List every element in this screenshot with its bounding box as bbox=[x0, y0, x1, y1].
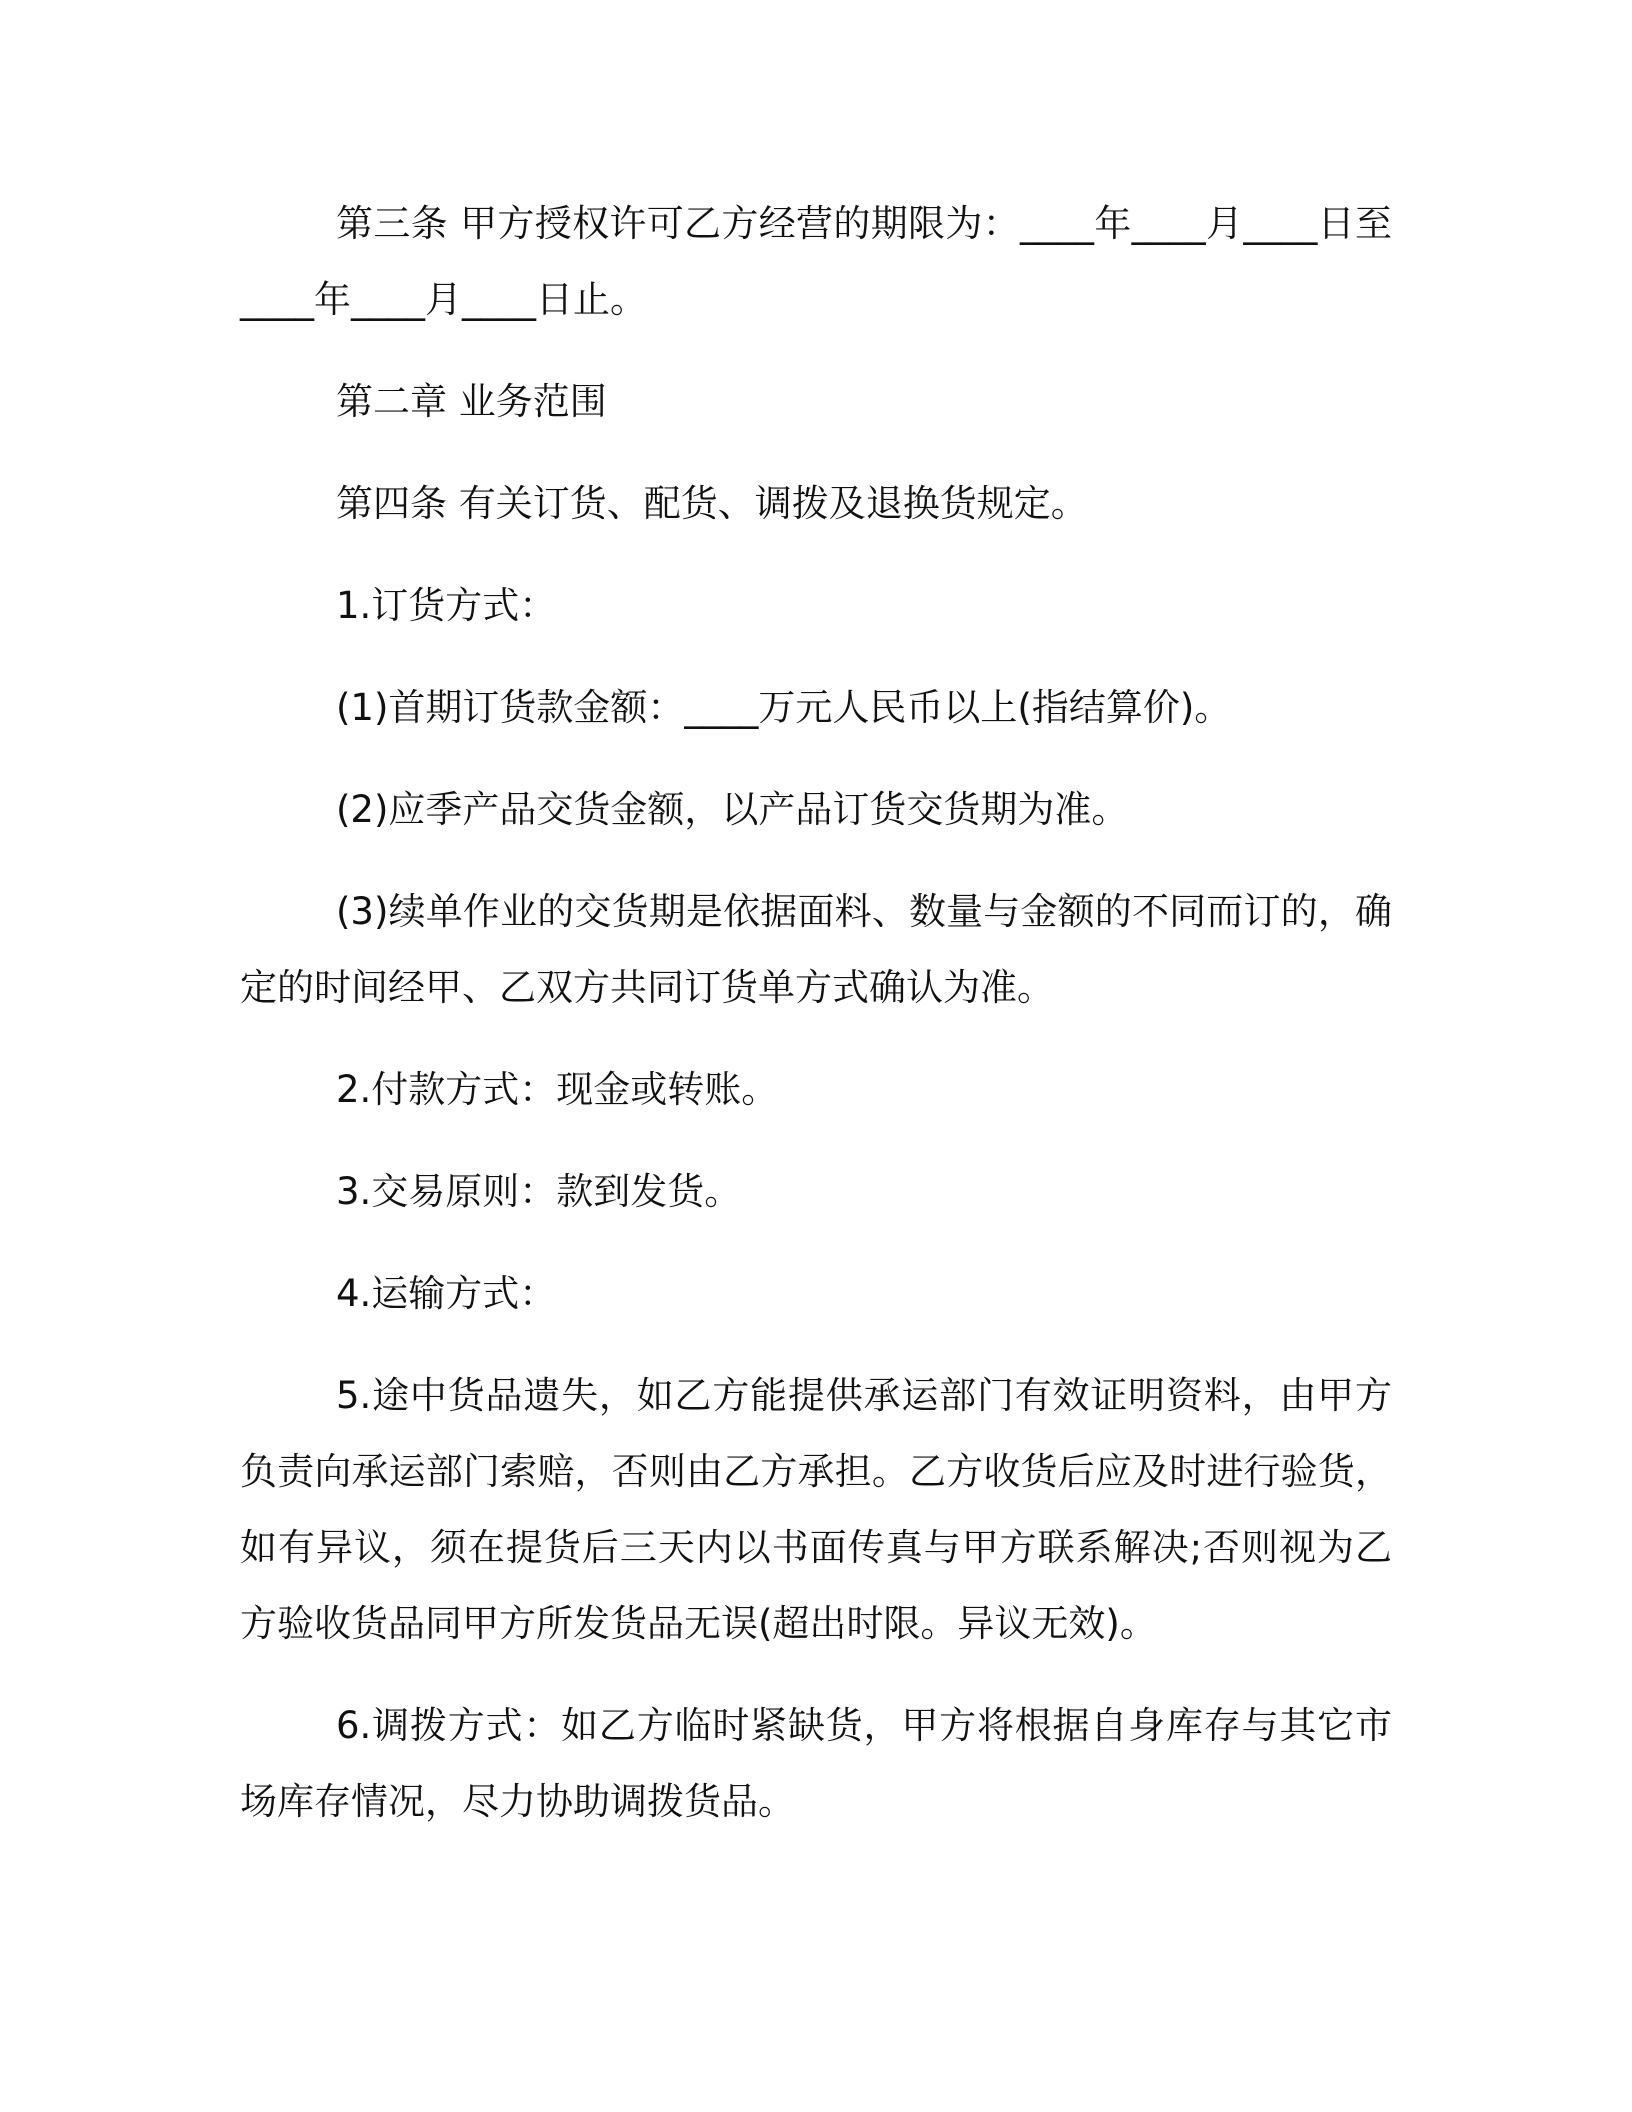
article-3-term: 第三条 甲方授权许可乙方经营的期限为：____年____月____日至____年____月____日止。 bbox=[240, 202, 1392, 321]
transfer-method: 6.调拨方式：如乙方临时紧缺货，甲方将根据自身库存与其它市场库存情况，尽力协助调拨货品。 bbox=[240, 1704, 1392, 1823]
ordering-method-heading: 1.订货方式： bbox=[336, 584, 557, 627]
goods-loss-clause: 5.途中货品遗失，如乙方能提供承运部门有效证明资料，由甲方负责向承运部门索赔，否则由乙方承担。乙方收货后应及时进行验货，如有异议，须在提货后三天内以书面传真与甲方联系解决;否则视为乙方验收货品同甲方所发货品无误(超出时限。异议无效)。 bbox=[240, 1374, 1392, 1645]
initial-order-amount: (1)首期订货款金额：____万元人民币以上(指结算价)。 bbox=[336, 686, 1232, 729]
reorder-delivery-period: (3)续单作业的交货期是依据面料、数量与金额的不同而订的，确定的时间经甲、乙双方共同订货单方式确认为准。 bbox=[240, 890, 1392, 1009]
seasonal-delivery-amount: (2)应季产品交货金额，以产品订货交货期为准。 bbox=[336, 788, 1129, 831]
chapter-2-heading: 第二章 业务范围 bbox=[336, 380, 607, 423]
article-4-heading: 第四条 有关订货、配货、调拨及退换货规定。 bbox=[336, 482, 1088, 525]
payment-method: 2.付款方式：现金或转账。 bbox=[336, 1068, 779, 1111]
trading-principle: 3.交易原则：款到发货。 bbox=[336, 1170, 742, 1213]
transport-method: 4.运输方式： bbox=[336, 1272, 557, 1315]
document-body bbox=[240, 186, 1392, 1840]
